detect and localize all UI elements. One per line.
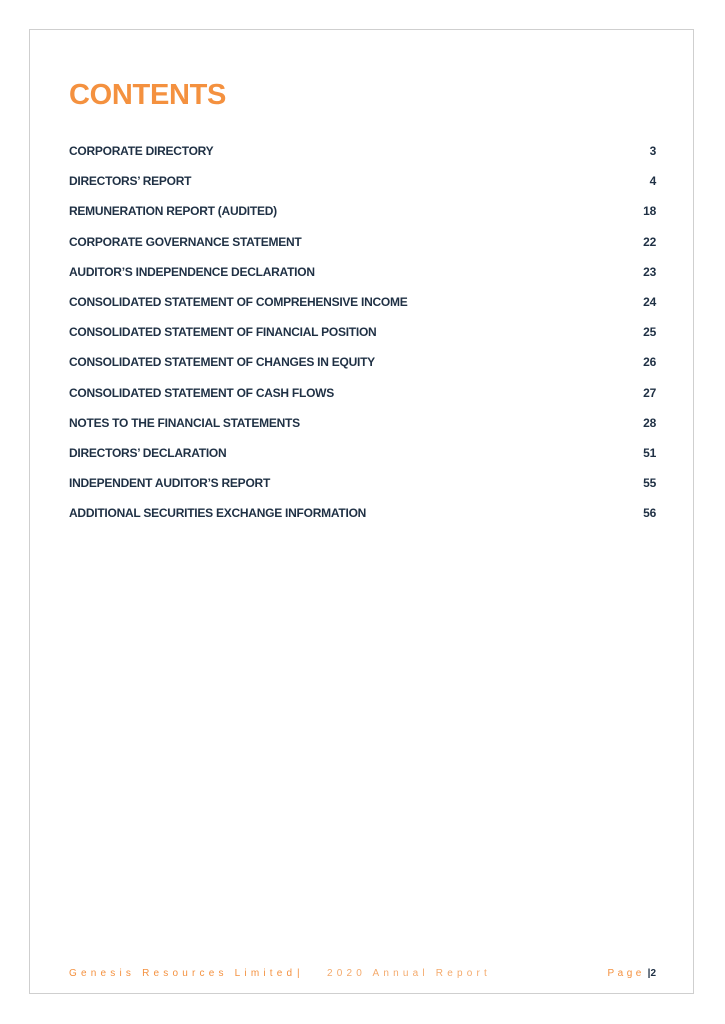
toc-entry-label: CORPORATE DIRECTORY — [69, 144, 214, 158]
toc-entry-label: CONSOLIDATED STATEMENT OF COMPREHENSIVE INCOME — [69, 294, 408, 309]
toc-entry-cash-flows[interactable] — [69, 386, 656, 416]
toc-entry-label: CONSOLIDATED STATEMENT OF CHANGES IN EQUITY — [69, 355, 375, 370]
toc-entry-label: NOTES TO THE FINANCIAL STATEMENTS — [69, 415, 300, 430]
toc-entry-page: 55 — [643, 476, 656, 491]
footer-page-number: 2 — [650, 968, 656, 979]
footer-page-label: Page — [607, 968, 645, 979]
toc-entry-label: REMUNERATION REPORT (AUDITED) — [69, 204, 277, 219]
toc-entry-additional-securities[interactable] — [69, 506, 656, 536]
page-footer — [69, 968, 656, 984]
footer-page-separator: | — [647, 968, 651, 979]
toc-entry-label: CONSOLIDATED STATEMENT OF CASH FLOWS — [69, 385, 334, 400]
toc-entry-page: 56 — [643, 506, 656, 521]
toc-entry-page: 4 — [649, 174, 656, 189]
toc-entry-page: 18 — [643, 204, 656, 219]
toc-entry-label: CONSOLIDATED STATEMENT OF FINANCIAL POSITION — [69, 325, 377, 340]
toc-entry-page: 28 — [643, 415, 656, 430]
toc-entry-comprehensive-income[interactable] — [69, 295, 656, 325]
toc-entry-remuneration-report[interactable] — [69, 204, 656, 234]
toc-entry-page: 23 — [643, 264, 656, 279]
toc-entry-auditors-independence[interactable] — [69, 265, 656, 295]
toc-entry-label: DIRECTORS’ DECLARATION — [69, 445, 227, 460]
toc-entry-label: DIRECTORS’ REPORT — [69, 174, 192, 189]
footer-page-indicator — [607, 968, 656, 979]
toc-entry-page: 24 — [643, 294, 656, 309]
toc-entry-page: 3 — [649, 144, 656, 158]
toc-entry-page: 22 — [643, 234, 656, 249]
footer-company-name: Genesis Resources Limited — [69, 968, 297, 979]
toc-entry-corporate-governance[interactable] — [69, 235, 656, 265]
toc-entry-page: 25 — [643, 325, 656, 340]
page-title: CONTENTS — [69, 79, 227, 111]
footer-separator: | — [297, 968, 300, 979]
toc-entry-corporate-directory[interactable] — [69, 144, 656, 174]
toc-entry-directors-declaration[interactable] — [69, 446, 656, 476]
toc-entry-label: INDEPENDENT AUDITOR’S REPORT — [69, 476, 271, 491]
toc-entry-independent-auditors-report[interactable] — [69, 476, 656, 506]
footer-report-title: 2020 Annual Report — [327, 968, 492, 979]
toc-entry-label: AUDITOR’S INDEPENDENCE DECLARATION — [69, 264, 315, 279]
table-of-contents — [69, 144, 656, 536]
toc-entry-page: 27 — [643, 385, 656, 400]
toc-entry-label: CORPORATE GOVERNANCE STATEMENT — [69, 234, 302, 249]
toc-entry-page: 51 — [643, 445, 656, 460]
toc-entry-changes-in-equity[interactable] — [69, 355, 656, 385]
toc-entry-directors-report[interactable] — [69, 174, 656, 204]
toc-entry-notes[interactable] — [69, 416, 656, 446]
toc-entry-financial-position[interactable] — [69, 325, 656, 355]
toc-entry-page: 26 — [643, 355, 656, 370]
toc-entry-label: ADDITIONAL SECURITIES EXCHANGE INFORMATION — [69, 506, 367, 521]
